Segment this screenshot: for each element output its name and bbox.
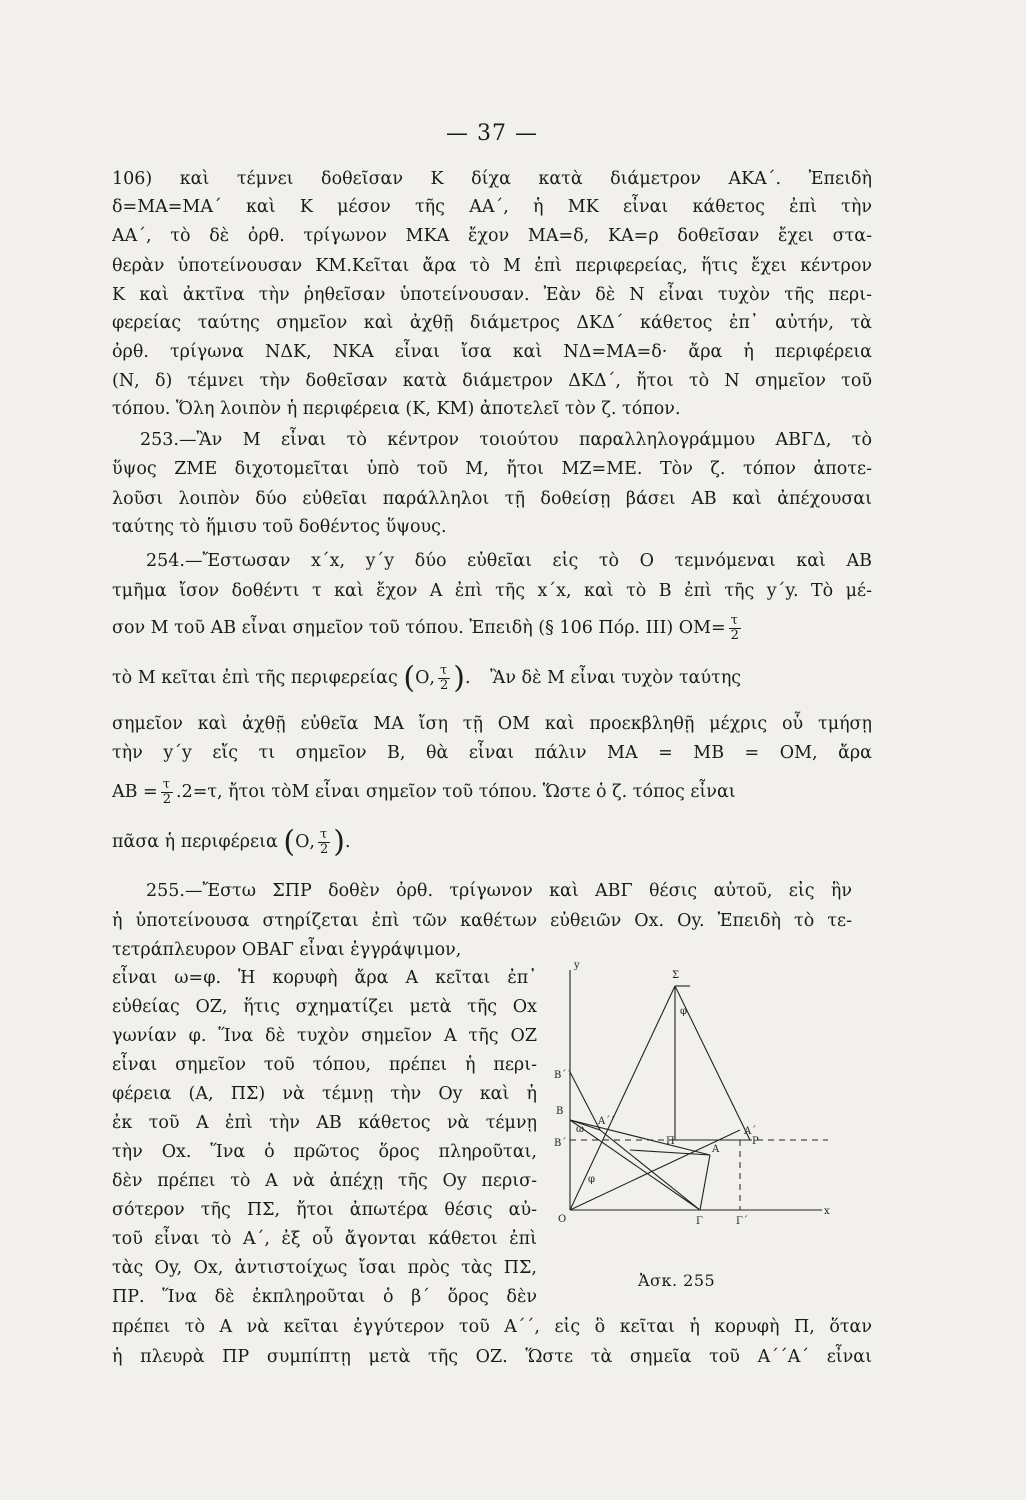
- text-line: ὕψος ΖΜΕ διχοτομεῖται ὑπὸ τοῦ Μ, ἤτοι ΜΖ=ΜΕ. Τὸν ζ. τόπον ἀποτε-: [112, 459, 872, 479]
- text-line: δὲν πρέπει τὸ Α νὰ ἀπέχῃ τῆς Οy περισ-: [112, 1171, 537, 1191]
- fraction-numerator: τ: [438, 664, 450, 679]
- triangle-position-1: [570, 1120, 700, 1210]
- paren-open: (: [403, 660, 416, 696]
- fraction-numerator: τ: [161, 778, 173, 793]
- label-omega: ω: [576, 1124, 585, 1135]
- label-rho: Ρ: [752, 1136, 759, 1147]
- label-b: Β: [556, 1106, 564, 1117]
- text-line: ὀρθ. τρίγωνα ΝΔΚ, ΝΚΑ εἶναι ἴσα καὶ ΝΔ=ΜΑ=δ· ἄρα ἡ περιφέρεια: [112, 342, 872, 362]
- paren-close: ): [333, 824, 345, 860]
- text-line: τμῆμα ἴσον δοθέντι τ καὶ ἔχον Α ἐπὶ τῆς x΄x, καὶ τὸ Β ἐπὶ τῆς y΄y. Τὸ μέ-: [112, 581, 872, 601]
- text-line: δ=ΜΑ=ΜΑ΄ καὶ Κ μέσον τῆς ΑΑ΄, ἡ ΜΚ εἶναι κάθετος ἐπὶ τὴν: [112, 197, 872, 217]
- text-segment: ΑΒ =: [112, 782, 158, 802]
- geometry-figure: [540, 950, 840, 1250]
- text-line: ἡ ὑποτείνουσα στηρίζεται ἐπὶ τῶν καθέτων εὐθειῶν Οx. Οy. Ἐπειδὴ τὸ τε-: [112, 911, 852, 931]
- text-line: (Ν, δ) τέμνει τὴν δοθεῖσαν κατὰ διάμετρον ΔΚΔ΄, ἤτοι τὸ Ν σημεῖον τοῦ: [112, 371, 872, 391]
- text-segment: Ἂν δὲ Μ εἶναι τυχὸν ταύτης: [490, 668, 742, 688]
- label-a1: Α΄: [744, 1126, 757, 1137]
- label-phi: φ: [588, 1174, 596, 1185]
- text-line: φερείας ταύτης σημεῖον καὶ ἀχθῇ διάμετρος ΔΚΔ΄ κάθετος ἐπ᾽ αὐτήν, τὰ: [112, 313, 872, 333]
- fraction-denominator: 2: [440, 678, 449, 693]
- text-segment: .2=τ, ἤτοι τὸΜ εἶναι σημεῖον τοῦ τόπου. Ὥστε ὁ ζ. τόπος εἶναι: [176, 782, 736, 802]
- text-line: [112, 660, 872, 696]
- text-line: ΠΡ. Ἵνα δὲ ἐκπληροῦται ὁ β΄ ὅρος δὲν: [112, 1287, 537, 1307]
- label-a2: Α΄΄: [598, 1116, 616, 1127]
- circle-center: Ο,: [415, 668, 435, 688]
- label-phi-top: φ: [680, 1006, 688, 1017]
- text-line: τὰς Οy, Οx, ἀντιστοίχως ἴσαι πρὸς τὰς ΠΣ,: [112, 1258, 537, 1278]
- figure-diagram: [540, 950, 840, 1260]
- label-b2: Β΄΄: [554, 1070, 572, 1081]
- label-o: Ο: [558, 1214, 567, 1225]
- text-line: 106) καὶ τέμνει δοθεῖσαν Κ δίχα κατὰ διάμετρον ΑΚΑ΄. Ἐπειδὴ: [112, 169, 872, 189]
- text-line: ΑΑ΄, τὸ δὲ ὀρθ. τρίγωνον ΜΚΑ ἔχον ΜΑ=δ, ΚΑ=ρ δοθεῖσαν ἔχει στα-: [112, 226, 872, 246]
- label-pi: Π: [666, 1136, 675, 1147]
- text-line: ἡ πλευρὰ ΠΡ συμπίπτῃ μετὰ τῆς ΟΖ. Ὥστε τὰ σημεῖα τοῦ Α΄΄Α΄ εἶναι: [112, 1347, 872, 1367]
- text-line: εἶναι ω=φ. Ἡ κορυφὴ ἄρα Α κεῖται ἐπ᾽: [112, 968, 537, 988]
- text-line: πρέπει τὸ Α νὰ κεῖται ἐγγύτερον τοῦ Α΄΄, εἰς ὃ κεῖται ἡ κορυφὴ Π, ὅταν: [112, 1317, 872, 1337]
- fraction-denominator: 2: [730, 628, 739, 643]
- segment-b-a: [570, 1120, 710, 1155]
- line-o-a1: [570, 1130, 740, 1210]
- text-line: 253.—Ἂν Μ εἶναι τὸ κέντρον τοιούτου παραλληλογράμμου ΑΒΓΔ, τὸ: [140, 430, 872, 450]
- text-line: θερὰν ὑποτείνουσαν ΚΜ.Κεῖται ἄρα τὸ Μ ἐπὶ περιφερείας, ἥτις ἔχει κέντρον: [112, 256, 872, 276]
- punctuation: .: [344, 832, 351, 852]
- label-y: y: [574, 960, 580, 971]
- text-line: γωνίαν φ. Ἵνα δὲ τυχὸν σημεῖον Α τῆς ΟΖ: [112, 1026, 537, 1046]
- fraction-tau-over-2: [729, 614, 741, 643]
- text-line: τόπου. Ὅλη λοιπὸν ἡ περιφέρεια (Κ, ΚΜ) ἀποτελεῖ τὸν ζ. τόπον.: [112, 399, 681, 419]
- text-line: σότερον τῆς ΠΣ, ἤτοι ἀπωτέρα θέσις αὐ-: [112, 1200, 537, 1220]
- text-line: ταύτης τὸ ἥμισυ τοῦ δοθέντος ὕψους.: [112, 517, 447, 537]
- text-line: ἐκ τοῦ Α ἐπὶ τὴν ΑΒ κάθετος νὰ τέμνῃ: [112, 1113, 537, 1133]
- text-line: Κ καὶ ἀκτῖνα τὴν ῥηθεῖσαν ὑποτείνουσαν. Ἐὰν δὲ Ν εἶναι τυχὸν τῆς περι-: [112, 285, 872, 305]
- text-line: εἶναι σημεῖον τοῦ τόπου, πρέπει ἡ περι-: [112, 1055, 537, 1075]
- fraction-tau-over-2: [438, 664, 450, 693]
- text-segment: πᾶσα ἡ περιφέρεια: [112, 832, 278, 852]
- text-segment: τὸ Μ κεῖται ἐπὶ τῆς περιφερείας: [112, 668, 398, 688]
- text-line: τὴν y΄y εἴς τι σημεῖον Β, θὰ εἶναι πάλιν ΜΑ = ΜΒ = ΟΜ, ἄρα: [112, 743, 872, 763]
- line-oz: [570, 986, 675, 1210]
- text-line: 255.—Ἔστω ΣΠΡ δοθὲν ὀρθ. τρίγωνον καὶ ΑΒΓ θέσις αὐτοῦ, εἰς ἣν: [146, 881, 852, 901]
- fraction-tau-over-2: [318, 828, 330, 857]
- text-line: [112, 614, 872, 643]
- label-x: x: [824, 1206, 830, 1217]
- label-gamma: Γ: [696, 1216, 703, 1227]
- text-line: τὴν Οx. Ἵνα ὁ πρῶτος ὅρος πληροῦται,: [112, 1142, 537, 1162]
- text-line: φέρεια (Α, ΠΣ) νὰ τέμνῃ τὴν Οy καὶ ἡ: [112, 1084, 537, 1104]
- text-line: λοῦσι λοιπὸν δύο εὐθεῖαι παράλληλοι τῇ δοθείσῃ βάσει ΑΒ καὶ ἀπέχουσαι: [112, 489, 872, 509]
- text-line: 254.—Ἔστωσαν x΄x, y΄y δύο εὐθεῖαι εἰς τὸ Ο τεμνόμεναι καὶ ΑΒ: [146, 551, 872, 571]
- text-line: [112, 778, 882, 807]
- paren-open: (: [283, 824, 296, 860]
- segment-a-g: [700, 1155, 710, 1210]
- fraction-tau-over-2: [161, 778, 173, 807]
- punctuation: .: [465, 668, 471, 688]
- circle-center: Ο,: [295, 832, 315, 852]
- fraction-denominator: 2: [162, 792, 172, 807]
- label-sigma: Σ: [672, 970, 680, 981]
- page-number: — 37 —: [446, 121, 538, 146]
- text-segment: σον Μ τοῦ ΑΒ εἶναι σημεῖον τοῦ τόπου. Ἐπειδὴ (§ 106 Πόρ. ΙΙΙ) ΟΜ=: [112, 618, 726, 638]
- fraction-numerator: τ: [729, 614, 741, 629]
- label-b1: Β΄: [554, 1138, 567, 1149]
- paren-close: ): [453, 660, 465, 696]
- figure-caption: Ἀσκ. 255: [638, 1271, 716, 1290]
- fraction-denominator: 2: [319, 842, 329, 857]
- text-line: εὐθείας ΟΖ, ἥτις σχηματίζει μετὰ τῆς Οx: [112, 997, 537, 1017]
- text-line: σημεῖον καὶ ἀχθῇ εὐθεῖα ΜΑ ἴση τῇ ΟΜ καὶ προεκβληθῇ μέχρις οὗ τμήσῃ: [112, 714, 872, 734]
- label-gamma1: Γ΄: [736, 1216, 748, 1227]
- text-line: [112, 824, 872, 860]
- label-a: Α: [712, 1144, 720, 1155]
- text-line: τετράπλευρον ΟΒΑΓ εἶναι ἐγγράψιμον,: [112, 940, 462, 960]
- fraction-numerator: τ: [318, 828, 330, 843]
- text-line: τοῦ εἶναι τὸ Α΄, ἐξ οὗ ἄγονται κάθετοι ἐπὶ: [112, 1229, 537, 1249]
